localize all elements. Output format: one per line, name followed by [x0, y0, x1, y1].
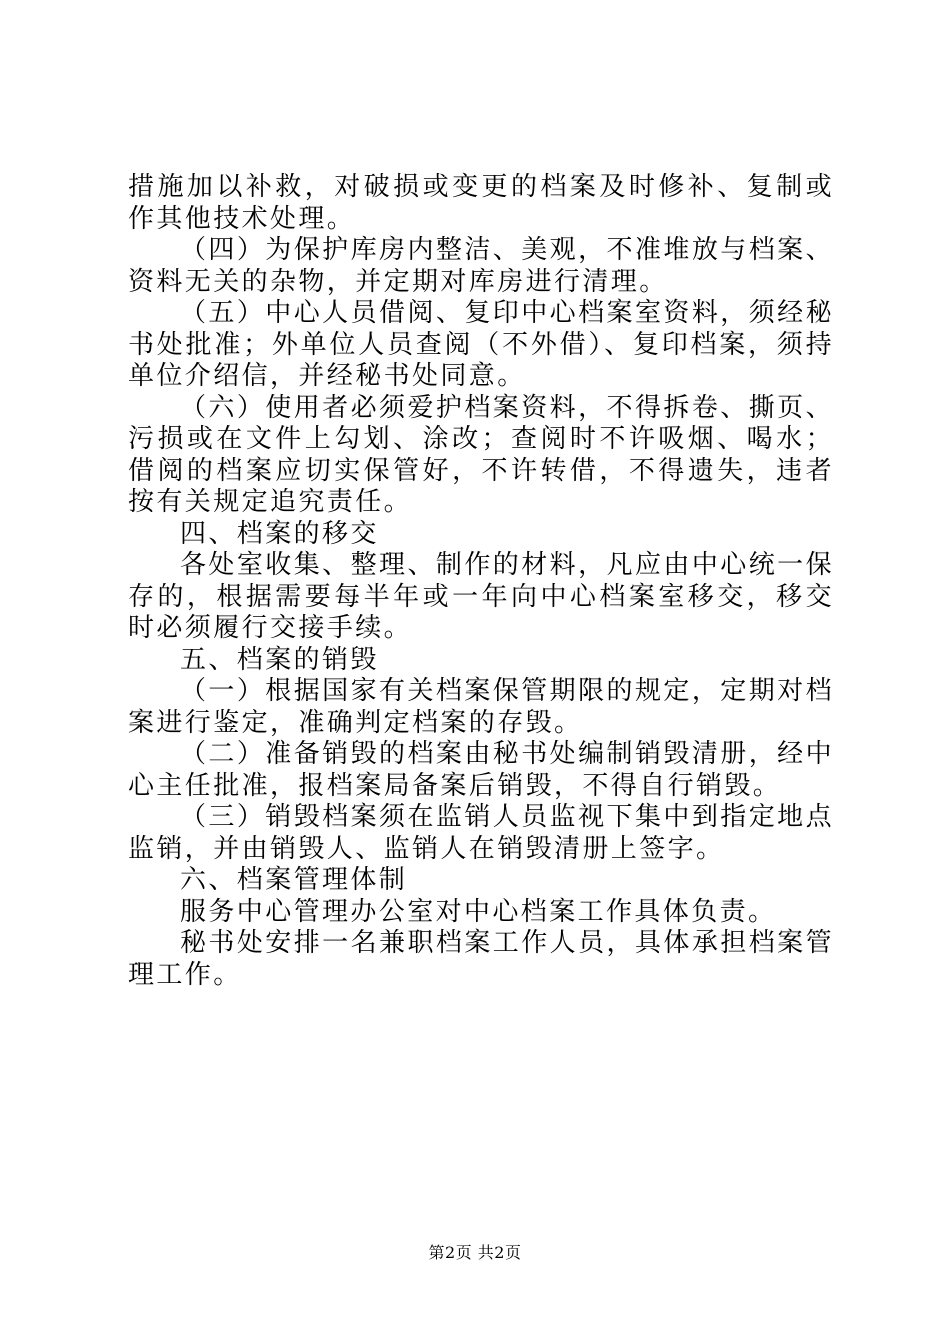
paragraph: （六）使用者必须爱护档案资料，不得拆卷、撕页、污损或在文件上勾划、涂改；查阅时不许吸烟、喝水；借阅的档案应切实保管好，不许转借，不得遗失，违者按有关规定追究责任。	[128, 392, 834, 517]
paragraph: 各处室收集、整理、制作的材料，凡应由中心统一保存的，根据需要每半年或一年向中心档案室移交，移交时必须履行交接手续。	[128, 550, 834, 643]
paragraph: （五）中心人员借阅、复印中心档案室资料，须经秘书处批准；外单位人员查阅（不外借）、复印档案，须持单位介绍信，并经秘书处同意。	[128, 298, 834, 391]
paragraph: 秘书处安排一名兼职档案工作人员，具体承担档案管理工作。	[128, 928, 834, 990]
section-heading: 五、档案的销毁	[180, 644, 379, 675]
paragraph: 服务中心管理办公室对中心档案工作具体负责。	[180, 896, 777, 927]
section-heading: 四、档案的移交	[180, 518, 379, 549]
paragraph: （一）根据国家有关档案保管期限的规定，定期对档案进行鉴定，准确判定档案的存毁。	[128, 676, 834, 738]
paragraph: 措施加以补救，对破损或变更的档案及时修补、复制或作其他技术处理。	[128, 172, 834, 234]
paragraph: （三）销毁档案须在监销人员监视下集中到指定地点监销，并由销毁人、监销人在销毁清册上签字。	[128, 802, 834, 864]
page-footer	[0, 1243, 950, 1263]
page-number-label: 第2页 共2页	[428, 1243, 522, 1262]
paragraph: （二）准备销毁的档案由秘书处编制销毁清册，经中心主任批准，报档案局备案后销毁，不得自行销毁。	[128, 739, 834, 801]
section-heading: 六、档案管理体制	[180, 865, 408, 895]
paragraph: （四）为保护库房内整洁、美观，不准堆放与档案、资料无关的杂物，并定期对库房进行清理。	[128, 235, 834, 297]
document-body	[128, 172, 834, 991]
